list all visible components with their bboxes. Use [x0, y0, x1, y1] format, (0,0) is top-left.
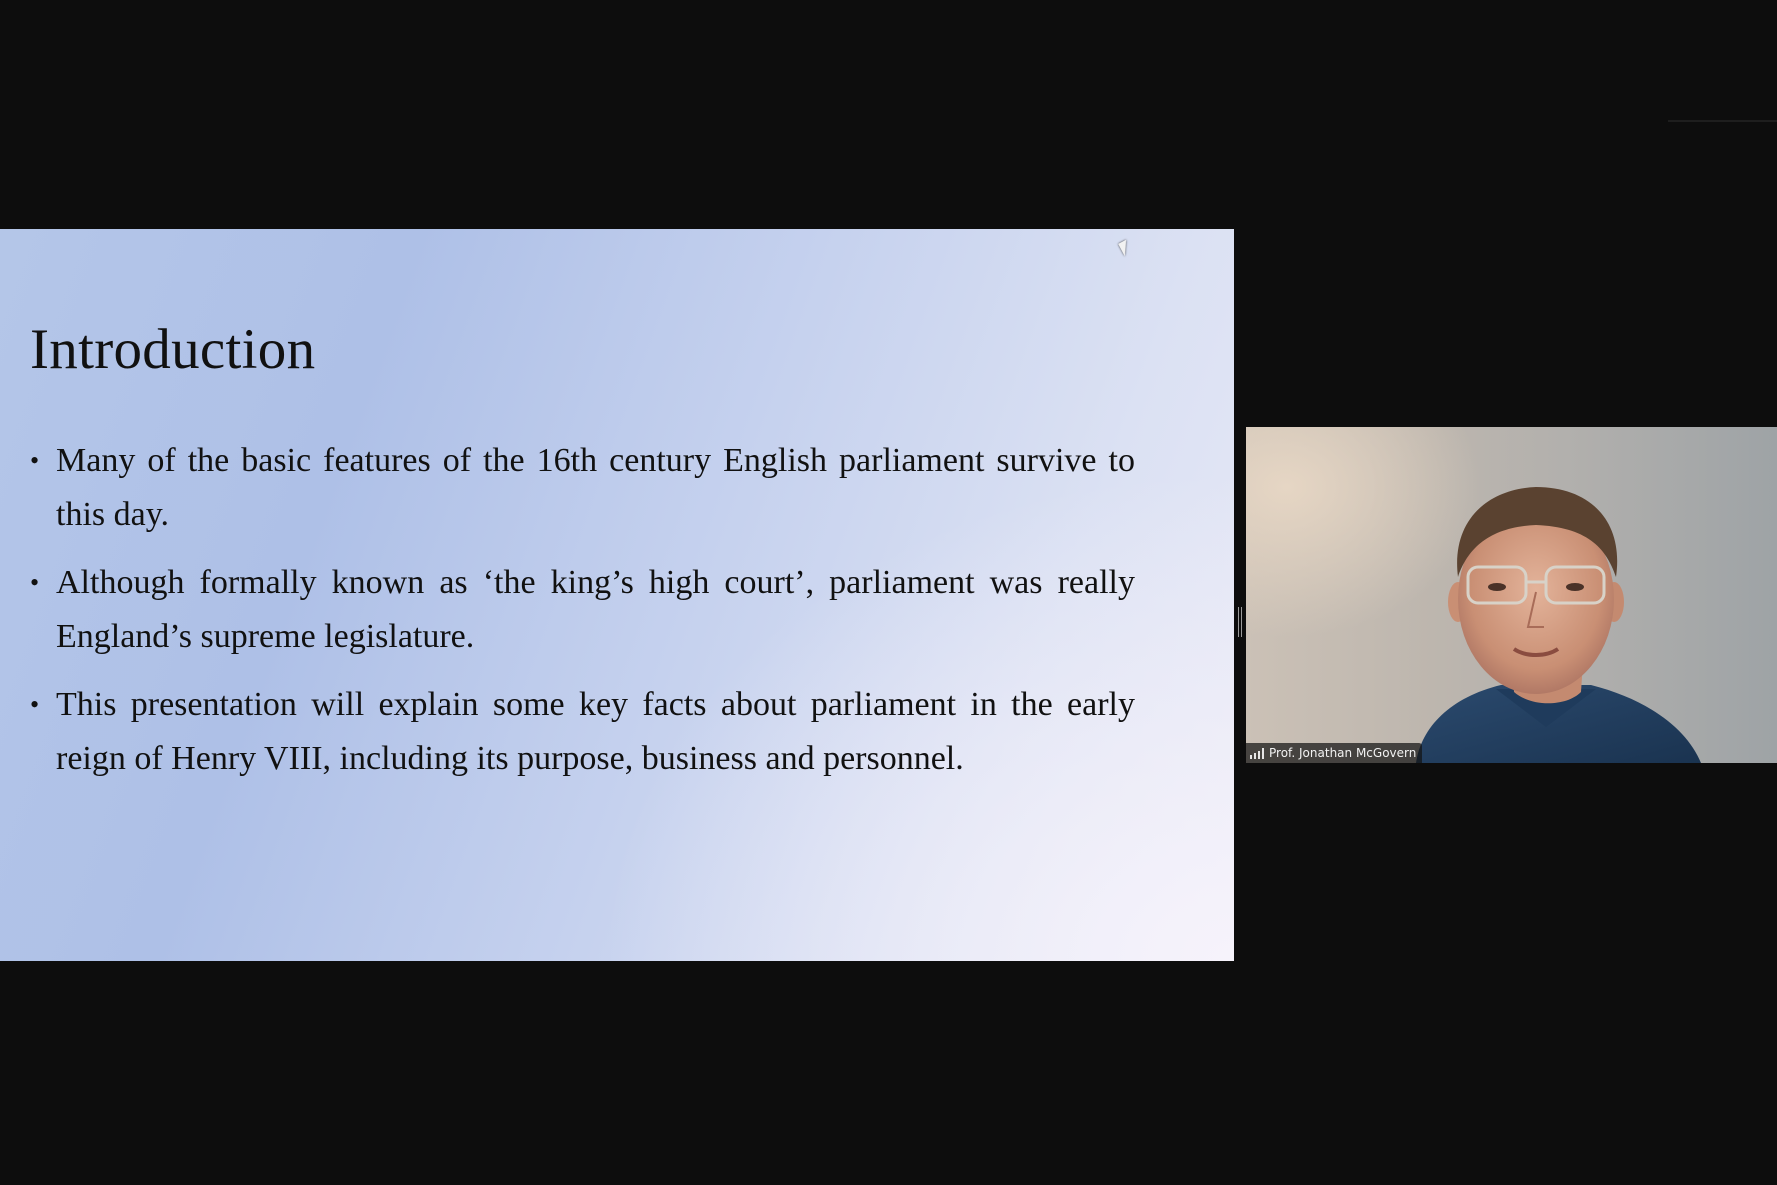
bullet-dot: • [30, 446, 40, 475]
mouse-cursor-icon [1118, 240, 1133, 257]
splitter-handle[interactable] [1237, 607, 1243, 637]
bullet-dot: • [30, 690, 40, 719]
slide-bullet [30, 434, 1135, 542]
slide-bullet [30, 556, 1135, 664]
bullet-text: Although formally known as ‘the king’s high court’, parliament was really England’s supreme legislature. [56, 564, 1135, 655]
shared-slide [0, 229, 1234, 961]
signal-strength-icon [1250, 748, 1264, 759]
slide-bullet [30, 678, 1135, 786]
bullet-text: Many of the basic features of the 16th century English parliament survive to this day. [56, 442, 1135, 533]
slide-bullet-list [30, 434, 1135, 800]
bullet-dot: • [30, 568, 40, 597]
participant-name-tag [1246, 743, 1422, 763]
divider [1668, 120, 1777, 122]
participant-video-tile[interactable] [1246, 427, 1777, 763]
participant-name: Prof. Jonathan McGovern [1269, 746, 1417, 760]
participant-video-feed [1246, 427, 1777, 763]
slide-title: Introduction [30, 318, 316, 381]
bullet-text: This presentation will explain some key facts about parliament in the early reign of Henry VIII, including its purpose, business and personnel. [56, 686, 1135, 777]
